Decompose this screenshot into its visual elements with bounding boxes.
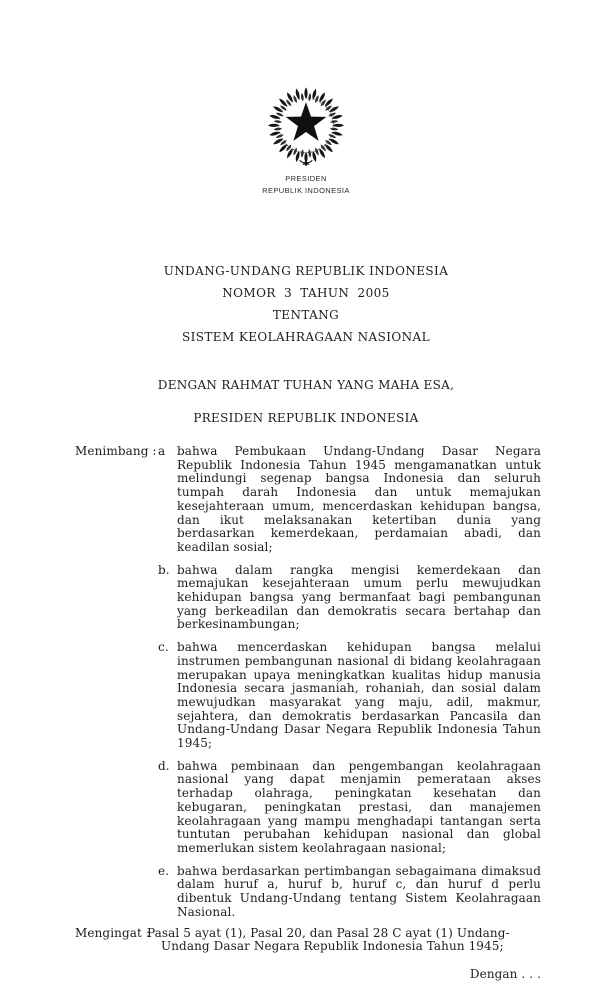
item-text: bahwa dalam rangka mengisi kemerdekaan dan memajukan kesejahteraan umum perlu mewujudkan kehidupan bangsa yang bermanfaat bagi pembangunan yang berkeadilan dan demokratis secara bertahap dan berkesinambungan;: [177, 562, 541, 632]
considering-item-e: [158, 865, 541, 920]
invocation-line: DENGAN RAHMAT TUHAN YANG MAHA ESA,: [157, 378, 455, 392]
presidential-seal-icon: [260, 86, 352, 170]
considering-item-c: [158, 641, 541, 751]
item-letter: c.: [158, 640, 169, 655]
legal-basis-section: [75, 927, 541, 954]
tentang-label: TENTANG: [272, 308, 340, 322]
item-text: bahwa pembinaan dan pengembangan keolahragaan nasional yang dapat menjamin pemerataan akses terhadap olahraga, peningkatan kesehatan dan kebugaran, peningkatan prestasi, dan manajemen keolahragaan yang mampu menghadapi tantangan serta tuntutan perubahan kehidupan nasional dan global memerlukan sistem keolahragaan nasional;: [177, 758, 541, 855]
item-text: bahwa berdasarkan pertimbangan sebagaimana dimaksud dalam huruf a, huruf b, huruf c, dan huruf d perlu dibentuk Undang-Undang tentang Sistem Keolahragaan Nasional.: [177, 863, 541, 919]
item-text: bahwa Pembukaan Undang-Undang Dasar Negara Republik Indonesia Tahun 1945 mengamanatkan untuk melindungi segenap bangsa Indonesia dan seluruh tumpah darah Indonesia dan untuk memajukan kesejahteraan umum, mencerdaskan kehidupan bangsa, dan ikut melaksanakan ketertiban dunia yang berdasarkan kemerdekaan, perdamaian abadi, dan keadilan sosial;: [177, 444, 541, 554]
letterhead-presiden: PRESIDEN: [285, 174, 327, 183]
document-body: [75, 445, 541, 982]
considering-item-d: [158, 760, 541, 856]
item-letter: b.: [158, 562, 170, 577]
letterhead-republik-indonesia: REPUBLIK INDONESIA: [262, 186, 350, 195]
considering-item-b: [158, 564, 541, 633]
law-title-block: [0, 264, 612, 352]
law-number: NOMOR 3 TAHUN 2005: [222, 286, 390, 300]
considering-items: [158, 445, 541, 920]
item-text: bahwa mencerdaskan kehidupan bangsa melalui instrumen pembangunan nasional di bidang keolahragaan merupakan upaya meningkatkan kualitas hidup manusia Indonesia secara jasmaniah, rohaniah, dan sosial dalam mewujudkan masyarakat yang maju, adil, makmur, sejahtera, dan demokratis berdasarkan Pancasila dan Undang-Undang Dasar Negara Republik Indonesia Tahun 1945;: [177, 640, 541, 751]
considering-label: Menimbang :: [75, 444, 157, 458]
legal-basis-label: Mengingat :: [75, 925, 150, 940]
considering-item-a: [158, 445, 541, 555]
item-letter: a: [158, 444, 166, 458]
authority-line: PRESIDEN REPUBLIK INDONESIA: [193, 411, 419, 425]
considering-section: [75, 445, 541, 920]
item-letter: d.: [158, 758, 170, 773]
preamble: [0, 378, 612, 425]
legal-basis-text: Pasal 5 ayat (1), Pasal 20, dan Pasal 28 C ayat (1) Undang-Undang Dasar Negara Republik Indonesia Tahun 1945;: [147, 925, 510, 954]
law-subject: SISTEM KEOLAHRAGAAN NASIONAL: [182, 330, 430, 344]
item-letter: e.: [158, 863, 170, 878]
catchword: Dengan . . .: [469, 966, 541, 981]
law-title: UNDANG-UNDANG REPUBLIK INDONESIA: [163, 264, 449, 278]
letterhead: [0, 86, 612, 197]
